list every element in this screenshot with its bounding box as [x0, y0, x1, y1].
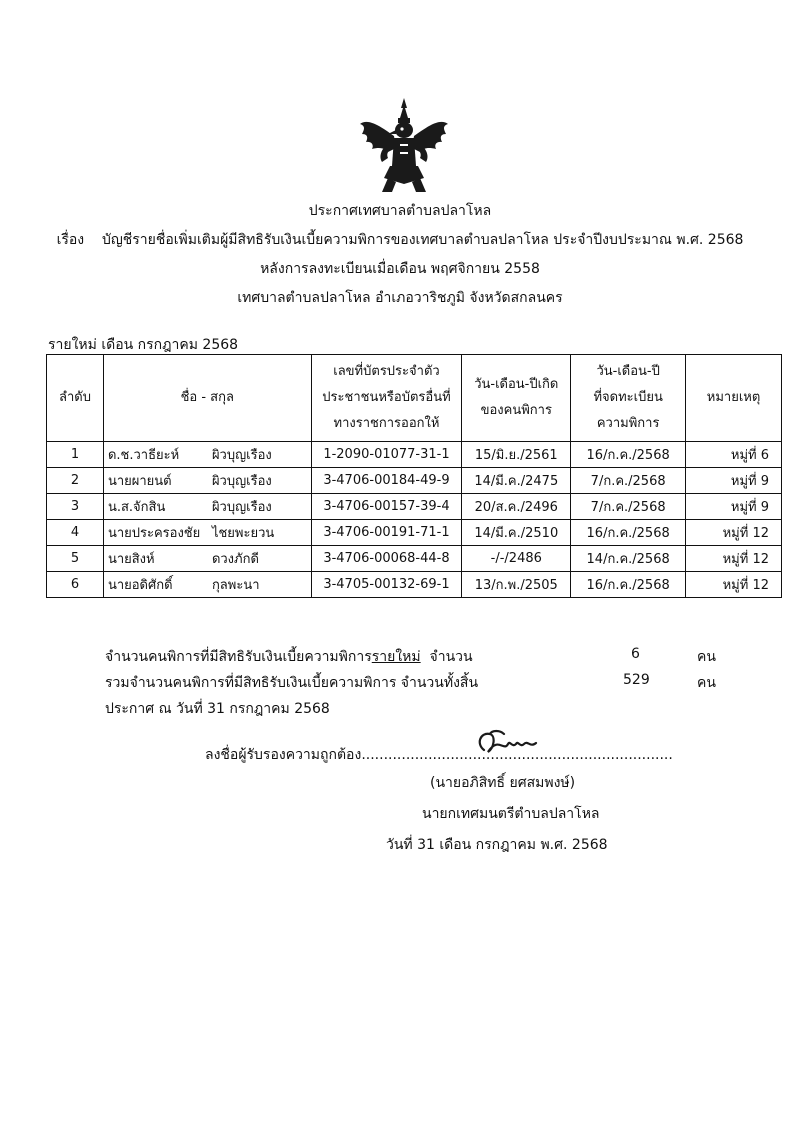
row-id-number: 3-4706-00191-71-1 [311, 520, 462, 546]
table-row [47, 520, 782, 546]
sign-date: วันที่ 31 เดือน กรกฎาคม พ.ศ. 2568 [386, 837, 608, 853]
signer-position: นายกเทศมนตรีตำบลปลาโหล [422, 806, 600, 822]
certify-dots: ...................................................................... [361, 747, 673, 763]
header-birth-line-1: วัน-เดือน-ปีเกิด [474, 377, 559, 392]
section-label: รายใหม่ เดือน กรกฎาคม 2568 [48, 337, 239, 353]
row-last-name: ไชยพะยวน [211, 526, 275, 541]
summary-new-value: 6 [631, 646, 640, 662]
header-reg-line-2: ที่จดทะเบียน [593, 390, 663, 405]
row-number: 5 [47, 546, 104, 572]
row-first-name: นายสิงห์ [107, 552, 155, 567]
signer-name: (นายอภิสิทธิ์ ยศสมพงษ์) [430, 775, 576, 791]
announcement-title: ประกาศเทศบาลตำบลปลาโหล [308, 203, 492, 219]
row-last-name: ดวงภักดี [211, 552, 259, 567]
row-remark: หมู่ที่ 12 [686, 572, 782, 598]
row-last-name: กุลพะนา [211, 578, 260, 593]
table-row [47, 468, 782, 494]
row-first-name: นายผายนต์ [107, 474, 172, 489]
row-first-name: นายประครองชัย [107, 526, 201, 541]
table-row [47, 546, 782, 572]
summary-new-unit: คน [697, 649, 716, 665]
row-remark: หมู่ที่ 12 [686, 546, 782, 572]
subject-line-3: เทศบาลตำบลปลาโหล อำเภอวาริชภูมิ จังหวัดสกลนคร [237, 290, 563, 306]
summary-new-prefix: จำนวนคนพิการที่มีสิทธิรับเงินเบี้ยความพิการ [105, 649, 372, 665]
row-id-number: 3-4706-00068-44-8 [311, 546, 462, 572]
row-number: 4 [47, 520, 104, 546]
header-reg-line-3: ความพิการ [596, 416, 660, 431]
row-name [103, 546, 311, 572]
handwritten-signature-icon [474, 726, 544, 760]
row-number: 1 [47, 442, 104, 468]
summary-new-underlined: รายใหม่ [371, 649, 421, 665]
row-number: 2 [47, 468, 104, 494]
row-first-name: ด.ช.วาธียะห์ [107, 448, 180, 463]
row-registration-date: 7/ก.ค./2568 [571, 494, 686, 520]
summary-new-line [105, 646, 473, 668]
header-reg-line-1: วัน-เดือน-ปี [596, 364, 660, 379]
table-row [47, 572, 782, 598]
header-id-line-2: ประชาชนหรือบัตรอื่นที่ [322, 390, 451, 405]
header-birth-line-2: ของคนพิการ [480, 403, 552, 418]
row-number: 3 [47, 494, 104, 520]
row-last-name: ผิวบุญเรือง [211, 448, 272, 463]
row-name [103, 572, 311, 598]
row-remark: หมู่ที่ 12 [686, 520, 782, 546]
row-id-number: 3-4705-00132-69-1 [311, 572, 462, 598]
table-row [47, 494, 782, 520]
header-id [311, 355, 462, 442]
row-birth-date: 14/มี.ค./2475 [462, 468, 571, 494]
row-first-name: นายอดิศักดิ์ [107, 578, 173, 593]
row-birth-date: 20/ส.ค./2496 [462, 494, 571, 520]
row-number: 6 [47, 572, 104, 598]
row-remark: หมู่ที่ 9 [686, 468, 782, 494]
row-name [103, 442, 311, 468]
row-id-number: 3-4706-00184-49-9 [311, 468, 462, 494]
subject-line-2: หลังการลงทะเบียนเมื่อเดือน พฤศจิกายน 2558 [260, 261, 540, 277]
row-first-name: น.ส.จักสิน [107, 500, 166, 515]
header-name: ชื่อ - สกุล [103, 355, 311, 442]
summary-total-text: รวมจำนวนคนพิการที่มีสิทธิรับเงินเบี้ยความพิการ จำนวนทั้งสิ้น [105, 675, 479, 691]
announcement-subject [0, 229, 800, 251]
row-registration-date: 16/ก.ค./2568 [571, 442, 686, 468]
header-registration [571, 355, 686, 442]
header-id-line-1: เลขที่บัตรประจำตัว [333, 364, 440, 379]
row-birth-date: -/-/2486 [462, 546, 571, 572]
row-name [103, 520, 311, 546]
row-birth-date: 14/มี.ค./2510 [462, 520, 571, 546]
row-id-number: 1-2090-01077-31-1 [311, 442, 462, 468]
subject-label: เรื่อง [56, 232, 85, 248]
summary-new-suffix: จำนวน [429, 649, 473, 665]
table-row [47, 442, 782, 468]
row-remark: หมู่ที่ 6 [686, 442, 782, 468]
records-table [46, 354, 782, 598]
row-name [103, 468, 311, 494]
certify-label: ลงชื่อผู้รับรองความถูกต้อง [205, 747, 362, 763]
row-name [103, 494, 311, 520]
subject-text: บัญชีรายชื่อเพิ่มเติมผู้มีสิทธิรับเงินเบี้ยความพิการของเทศบาลตำบลปลาโหล ประจำปีงบประมาณ พ.ศ. 2568 [101, 232, 744, 248]
row-last-name: ผิวบุญเรือง [211, 500, 272, 515]
header-remark: หมายเหตุ [686, 355, 782, 442]
table-header-row [47, 355, 782, 442]
row-registration-date: 14/ก.ค./2568 [571, 546, 686, 572]
certify-line [205, 744, 673, 766]
row-remark: หมู่ที่ 9 [686, 494, 782, 520]
row-registration-date: 7/ก.ค./2568 [571, 468, 686, 494]
row-birth-date: 13/ก.พ./2505 [462, 572, 571, 598]
announce-date: ประกาศ ณ วันที่ 31 กรกฎาคม 2568 [105, 701, 330, 717]
header-id-line-3: ทางราชการออกให้ [333, 416, 440, 431]
row-registration-date: 16/ก.ค./2568 [571, 572, 686, 598]
summary-total-unit: คน [697, 675, 716, 691]
row-last-name: ผิวบุญเรือง [211, 474, 272, 489]
row-id-number: 3-4706-00157-39-4 [311, 494, 462, 520]
row-registration-date: 16/ก.ค./2568 [571, 520, 686, 546]
garuda-emblem-icon [358, 96, 450, 196]
header-no: ลำดับ [47, 355, 104, 442]
summary-total-value: 529 [623, 672, 650, 688]
row-birth-date: 15/มิ.ย./2561 [462, 442, 571, 468]
header-birth [462, 355, 571, 442]
